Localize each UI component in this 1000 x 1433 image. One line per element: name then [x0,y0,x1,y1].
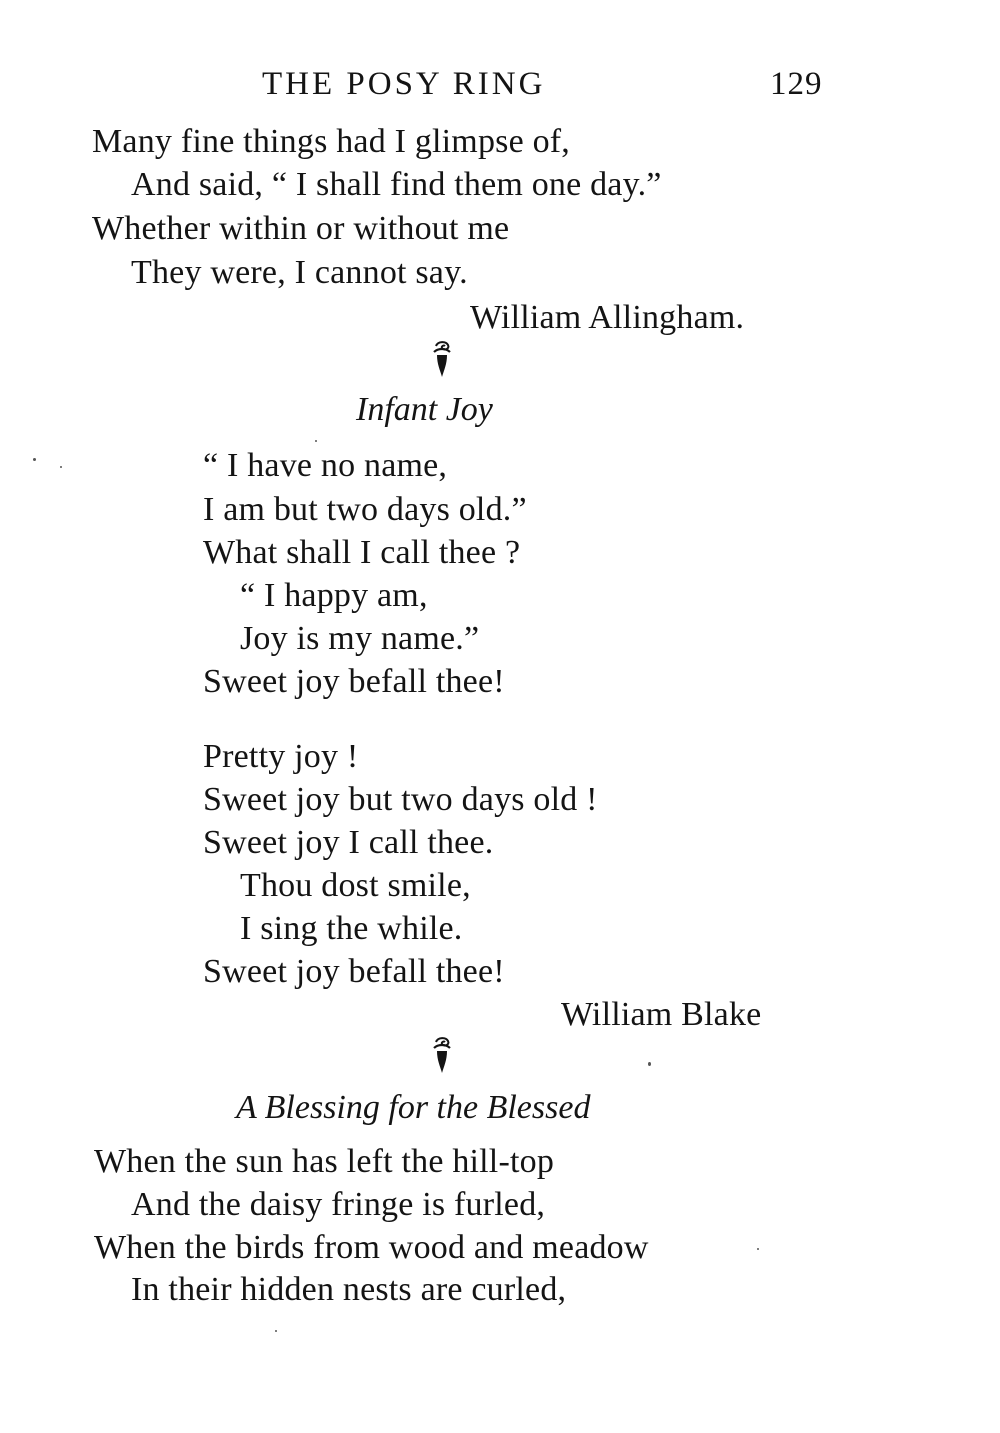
poem-line: And the daisy fringe is furled, [131,1186,546,1223]
poem-line: When the birds from wood and meadow [94,1229,649,1266]
scan-speck [315,440,317,442]
scan-speck [275,1330,277,1332]
poem-author: William Allingham. [470,299,745,336]
running-header-title: THE POSY RING [262,66,546,102]
poem-line: When the sun has left the hill-top [94,1143,555,1180]
poem-line: I sing the while. [240,910,463,947]
poem-line: Sweet joy befall thee! [203,663,505,700]
poem-title: Infant Joy [356,391,493,428]
poem-title: A Blessing for the Blessed [236,1089,591,1126]
poem-line: Whether within or without me [92,210,510,247]
poem-line: In their hidden nests are curled, [131,1271,567,1308]
poem-author: William Blake [561,996,762,1033]
scan-speck [757,1248,759,1250]
poem-line: Sweet joy befall thee! [203,953,505,990]
scan-speck [60,466,62,468]
poem-line: I am but two days old.” [203,491,527,528]
poem-line: They were, I cannot say. [131,254,468,291]
poem-line: Sweet joy I call thee. [203,824,494,861]
poem-line: “ I have no name, [203,447,448,484]
poem-line: What shall I call thee ? [203,534,521,571]
poem-line: Thou dost smile, [240,867,471,904]
page-number: 129 [770,66,823,102]
floral-ornament-icon [428,1036,456,1076]
poem-line: Joy is my name.” [240,620,480,657]
scan-speck [33,458,36,461]
poem-line: Many fine things had I glimpse of, [92,123,571,160]
scan-speck [648,1062,651,1066]
poem-line: Pretty joy ! [203,738,359,775]
poem-line: Sweet joy but two days old ! [203,781,598,818]
poem-line: “ I happy am, [240,577,428,614]
poem-line: And said, “ I shall find them one day.” [131,166,662,203]
floral-ornament-icon [428,340,456,380]
